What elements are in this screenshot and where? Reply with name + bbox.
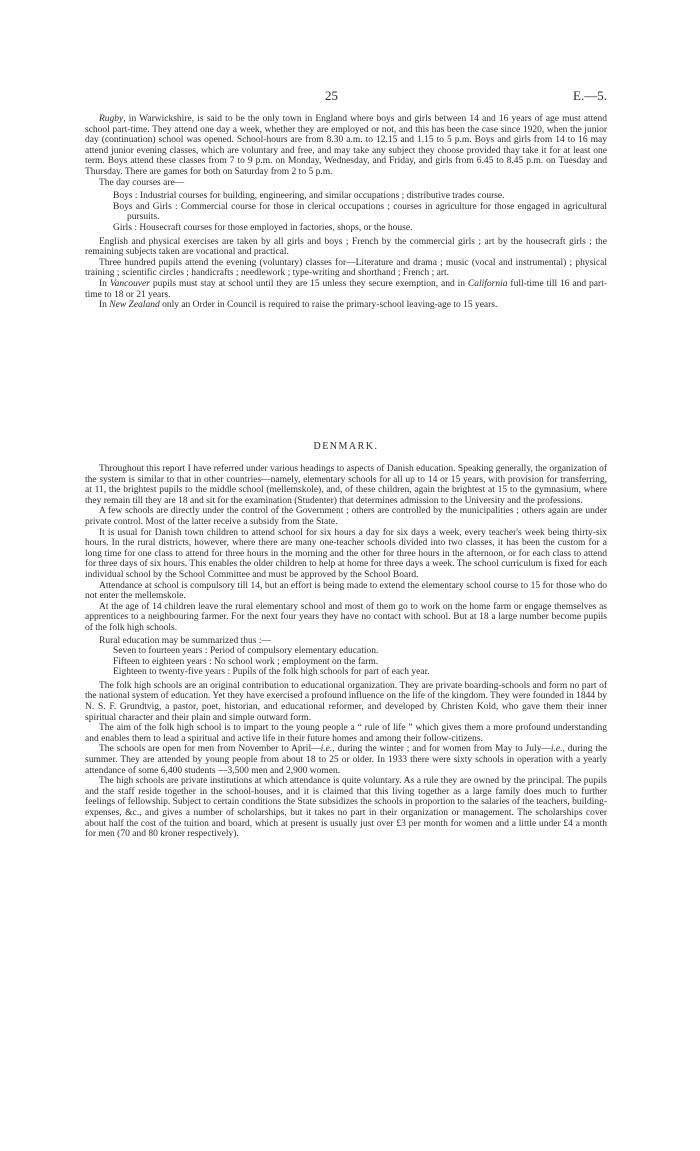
rural-stage-item: Seven to fourteen years : Period of compulsory elementary education. [113,646,379,657]
paragraph-text: The schools are open for men from November to April— [99,744,321,755]
page-number: 25 [325,88,338,103]
place-vancouver: Vancouver [109,278,150,289]
document-reference: E.—5. [573,88,607,103]
paragraph-english-physical: English and physical exercises are taken by all girls and boys ; French by the commercial girls ; art by the housecraft girls ; the remaining subjects taken are vocational and practical. [85,236,607,258]
section-heading-denmark: DENMARK. [313,441,379,452]
paragraph-seasons [85,744,607,776]
paragraph-control: A few schools are directly under the control of the Government ; others are controlled by the municipalities ; others again are under private control. Most of the latter receive a subsidy from the State. [85,506,607,527]
paragraph-new-zealand [85,300,607,311]
paragraph-text: only an Order in Council is required to raise the primary-school leaving-age to 15 years. [159,300,498,311]
paragraph-aim: The aim of the folk high school is to impart to the young people a “ rule of life ” which gives them a more profound understanding and enables them to lead a spiritual and active life in their future homes and among their follow-citizens. [85,723,607,744]
paragraph-rural-summary-intro: Rural education may be summarized thus :— [99,635,272,646]
paragraph-text: , during the summer. They are attended by young people from about 18 to 25 or older. In 1933 there were sixty schools in operation with a yearly attendance of some 6,400 students —3,500 men and 2,900 women. [85,744,607,776]
paragraph-vancouver [85,279,607,300]
course-item: Boys and Girls : Commercial course for those in clerical occupations ; courses in agriculture for those engaged in agricultural pursuits. [113,201,607,223]
abbrev-ie: i.e. [550,744,563,755]
paragraph-attendance: Attendance at school is compulsory till 14, but an effort is being made to extend the elementary school course to 15 for those who do not enter the mellemskole. [85,580,607,602]
course-item: Boys : Industrial courses for building, engineering, and similar occupations ; distributive trades course. [113,191,505,202]
place-rugby: Rugby [99,114,124,124]
england-section [85,114,607,311]
rural-stage-item: Eighteen to twenty-five years : Pupils of the folk high schools for part of each year. [113,667,430,678]
paragraph-text: In [99,300,110,311]
abbrev-ie: i.e. [320,744,333,755]
paragraph-text: , in Warwickshire, is said to be the only town in England where boys and girls between 14 and 16 years of age must attend school part-time. They attend one day a week, whether they are employed or not, and this has been the case since 1920, when the junior day (continuation) school was opened. School-hours are from 8.30 a.m. to 12.15 and 1.15 to 5 p.m. Boys and girls from 14 to 16 may attend junior evening classes, which are voluntary and free, and may take any subject they choose provided thay take it for at least one term. Boys attend these classes from 7 to 9 p.m. on Monday, Wednesday, and Friday, and girls from 6.45 to 8.45 p.m. on Tuesday and Thursday. There are games for both on Saturday from 2 to 5 p.m. [85,114,607,177]
paragraph-day-courses-intro: The day courses are— [99,177,185,188]
denmark-section [85,441,607,840]
paragraph-rugby [85,114,607,178]
paragraph-text: pupils must stay at school until they are 15 unless they secure exemption, and in [149,278,468,289]
paragraph-folk-high-schools: The folk high schools are an original contribution to educational organization. They are private boarding-schools and form no part of the national system of education. Yet they have exercised a profound influence on the life of the kingdom. They were founded in 1844 by N. S. F. Grundtvig, a pastor, poet, historian, and educational reformer, and developed by Christen Kold, who gave them their inner spiritual character and their plain and simple outward form. [85,680,607,723]
paragraph-evening-classes: Three hundred pupils attend the evening (voluntary) classes for—Literature and drama ; music (vocal and instrumental) ; physical training ; scientific circles ; handicrafts ; needlework ; type-writing and shorthand ; French ; art. [85,257,607,279]
paragraph-leaving-age: At the age of 14 children leave the rural elementary school and most of them go to work on the home farm or engage themselves as apprentices to a neighbouring farmer. For the next four years they have no contact with school. But at 18 a large number become pupils of the folk high schools. [85,601,607,633]
paragraph-text: , during the winter ; and for women from May to July— [332,744,551,755]
paragraph-school-hours: It is usual for Danish town children to attend school for six hours a day for six days a week, every teacher's week being thirty-six hours. In the rural districts, however, where there are many one-teacher schools divided into two classes, it has been the custom for a long time for one class to attend for three hours in the morning and the other for three hours in the afternoon, or for each class to attend for three days of six hours. This enables the older children to help at home for three days a week. The school curriculum is fixed for each individual school by the School Committee and must be approved by the School Board. [85,527,607,580]
place-california: California [467,278,508,289]
paragraph-private-institutions: The high schools are private institutions at which attendance is quite voluntary. As a rule they are owned by the principal. The pupils and the staff reside together in the school-houses, and it is claimed that this living together as a large family does much to further feelings of fellowship. Subject to certain conditions the State subsidizes the schools in proportion to the salaries of the teachers, building-expenses, &c., and gives a number of scholarships, but it takes no part in their organization or management. The scholarships cover about half the cost of the tuition and board, which at present is usually just over £3 per month for women and a little under £4 a month for men (70 and 80 kroner respectively). [85,776,607,840]
rural-stage-item: Fifteen to eighteen years : No school work ; employment on the farm. [113,656,379,667]
course-item: Girls : Housecraft courses for those employed in factories, shops, or the house. [113,222,413,233]
paragraph-overview: Throughout this report I have referred under various headings to aspects of Danish education. Speaking generally, the organization of the system is similar to that in other countries—namely, elementary schools for all up to 14 or 15 years, with provision for transferring, at 11, the brightest pupils to the middle school (mellemskole), and, of these children, again the brightest at 15 to the gymnasium, where they remain till they are 18 and sit for the examination (Studenter) that determines admission to the University and the professions. [85,464,607,506]
page-header [85,88,607,104]
paragraph-text: In [99,278,110,289]
paragraph-text: full-time till 16 and part-time to 18 or 21 years. [85,278,607,300]
place-new-zealand: New Zealand [109,300,160,311]
